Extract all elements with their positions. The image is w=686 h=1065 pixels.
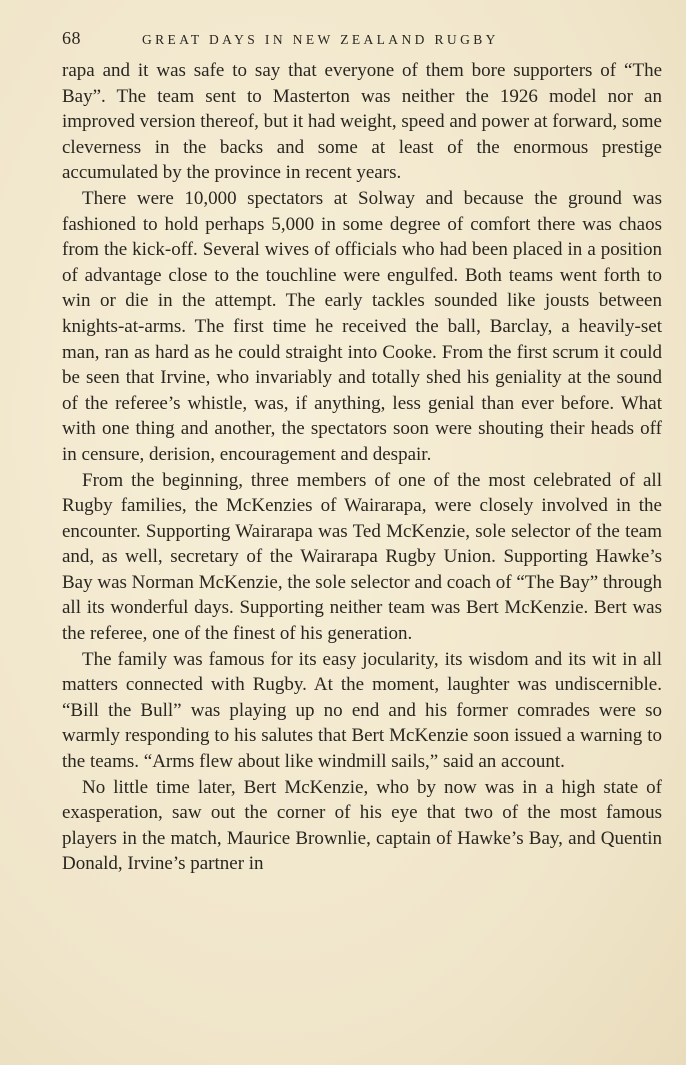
paragraph: No little time later, Bert McKenzie, who by now was in a high state of exasperation, saw out the corner of his eye that two of the most famous players in the match, Maurice Brownlie, captain of Hawke’s Bay, and Quentin Donald, Irvine’s partner in xyxy=(62,776,662,875)
book-page xyxy=(62,28,662,877)
running-title: GREAT DAYS IN NEW ZEALAND RUGBY xyxy=(142,32,499,47)
paragraph-continued: rapa and it was safe to say that everyone of them bore supporters of “The Bay”. The team sent to Masterton was neither the 1926 model nor an improved version thereof, but it had weight, speed and power at forward, some cleverness in the backs and some at least of the enormous prestige accumulated by the province in recent years. xyxy=(62,60,662,184)
paragraph: The family was famous for its easy jocularity, its wisdom and its wit in all matters connected with Rugby. At the moment, laughter was undiscernible. “Bill the Bull” was playing up no end and his former comrades were so warmly responding to his salutes that Bert McKenzie soon issued a warning to the teams. “Arms flew about like windmill sails,” said an account. xyxy=(62,648,662,773)
page-number: 68 xyxy=(62,28,81,48)
paragraph: There were 10,000 spectators at Solway and because the ground was fashioned to hold perhaps 5,000 in some degree of comfort there was chaos from the kick-off. Several wives of officials who had been placed in a position of advantage close to the touchline were engulfed. Both teams went forth to win or die in the attempt. The early tackles sounded like jousts between knights-at-arms. The first time he received the ball, Barclay, a heavily-set man, ran as hard as he could straight into Cooke. From the first scrum it could be seen that Irvine, who invariably and totally shed his geniality at the sound of the referee’s whistle, was, if anything, less genial than ever before. What with one thing and another, the spectators soon were shouting their heads off in censure, derision, encouragement and despair. xyxy=(62,187,662,465)
paragraph: From the beginning, three members of one of the most celebrated of all Rugby families, the McKenzies of Wairarapa, were closely involved in the encounter. Supporting Wairarapa was Ted McKenzie, sole selector of the team and, as well, secretary of the Wairarapa Rugby Union. Supporting Hawke’s Bay was Norman McKenzie, the sole selector and coach of “The Bay” through all its wonderful days. Supporting neither team was Bert McKenzie. Bert was the referee, one of the finest of his generation. xyxy=(62,469,662,645)
body-text xyxy=(62,58,662,877)
running-head xyxy=(62,28,662,58)
